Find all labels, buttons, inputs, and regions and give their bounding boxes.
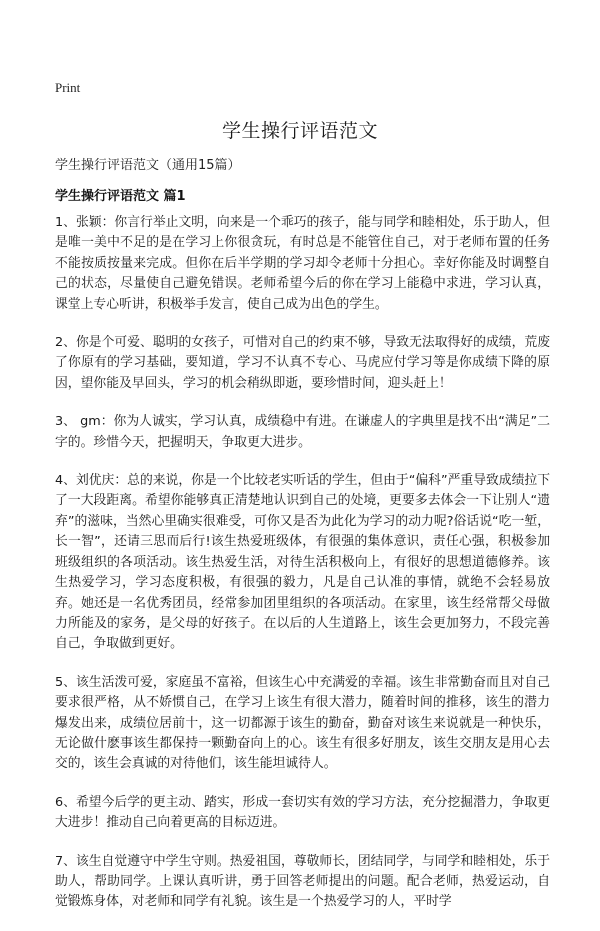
paragraph: 6、希望今后学的更主动、踏实，形成一套切实有效的学习方法，充分挖掘潜力，争取更大进步！推动自己向着更高的目标迈进。: [55, 794, 550, 831]
paragraph: 4、刘优庆：总的来说，你是一个比较老实听话的学生，但由于“偏科”严重导致成绩拉下了一大段距离。希望你能够真正清楚地认识到自己的处境，更要多去体会一下让别人“遗弃”的滋味，当然心里确实很难受，可你又是否为此化为学习的动力呢?俗话说“吃一堑，长一智”，还请三思而后行!该生热爱班级体，有很强的集体意识，责任心强，积极参加班级组织的各项活动。该生热爱生活，对待生活积极向上，有很好的思想道德修养。该生热爱学习，学习态度积极，有很强的毅力，凡是自己认准的事情，就绝不会轻易放弃。她还是一名优秀团员，经常参加团里组织的各项活动。在家里，该生经常帮父母做力所能及的家务，是父母的好孩子。在以后的人生道路上，该生会更加努力，不段完善自己，争取做到更好。: [55, 473, 550, 652]
print-link[interactable]: Print: [55, 80, 81, 95]
paragraph: 1、张颖：你言行举止文明，向来是一个乖巧的孩子，能与同学和睦相处，乐于助人，但是唯一美中不足的是在学习上你很贪玩，有时总是不能管住自己，对于老师布置的任务不能按质按量来完成。但你在后半学期的学习却令老师十分担心。幸好你能及时调整自己的状态，尽量使自己避免错误。老师希望今后的你在学习上能稳中求进，学习认真，课堂上专心听讲，积极举手发言，使自己成为出色的学生。: [55, 215, 550, 312]
paragraph: 3、 gm：你为人诚实，学习认真，成绩稳中有进。在谦虚人的字典里是找不出“满足”二字的。珍惜今天，把握明天，争取更大进步。: [55, 414, 550, 450]
paragraph: 7、该生自觉遵守中学生守则。热爱祖国，尊敬师长，团结同学，与同学和睦相处，乐于助人，帮助同学。上课认真听讲，勇于回答老师提出的问题。配合老师，热爱运动，自觉锻炼身体，对老师和同学有礼貌。该生是一个热爱学习的人，平时学: [55, 853, 550, 910]
document-subtitle: 学生操行评语范文（通用15篇）: [55, 158, 241, 173]
document-title: 学生操行评语范文: [221, 120, 378, 142]
body-text: [55, 213, 550, 931]
paragraph: 2、你是个可爱、聪明的女孩子，可惜对自己的约束不够，导致无法取得好的成绩，荒废了你原有的学习基础，要知道，学习不认真不专心、马虎应付学习等是你成绩下降的原因，望你能及早回头，学习的机会稍纵即逝，要珍惜时间，迎头赶上！: [55, 335, 550, 391]
section-heading: 学生操行评语范文 篇1: [55, 189, 186, 204]
paragraph: 5、该生活泼可爱，家庭虽不富裕，但该生心中充满爱的幸福。该生非常勤奋而且对自己要求很严格，从不娇惯自己，在学习上该生有很大潜力，随着时间的推移，该生的潜力爆发出来，成绩位居前十，这一切都源于该生的勤奋，勤奋对该生来说就是一种快乐，无论做什麽事该生都保持一颗勤奋向上的心。该生有很多好朋友，该生交朋友是用心去交的，该生会真诚的对待他们，该生能坦诚待人。: [55, 674, 550, 772]
